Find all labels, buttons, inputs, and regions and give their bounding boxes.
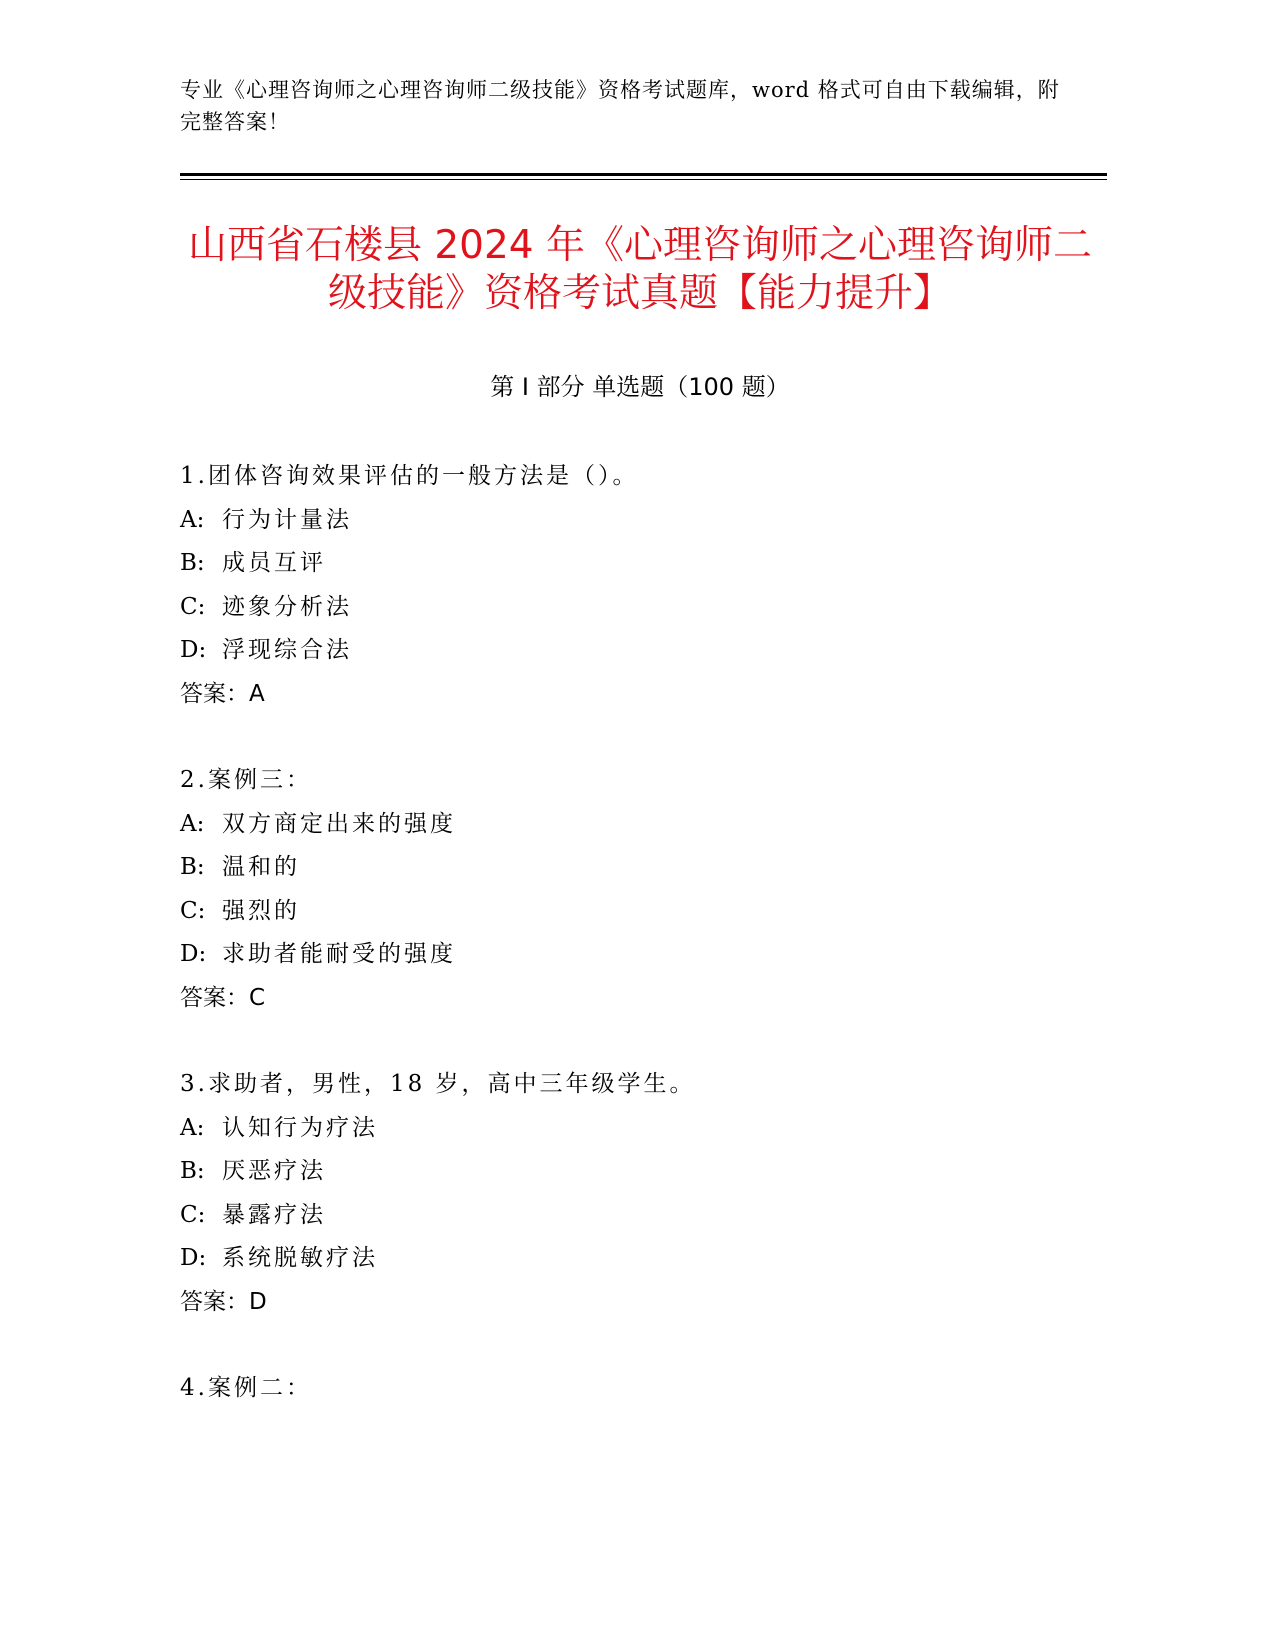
option-key: B: xyxy=(180,1158,205,1184)
document-title: 山西省石楼县 2024 年《心理咨询师之心理咨询师二级技能》资格考试真题【能力提升】 xyxy=(187,223,1093,316)
option-key: D: xyxy=(180,1245,207,1271)
answer: 答案：C xyxy=(180,984,266,1011)
question-1 xyxy=(180,455,1100,716)
option-b xyxy=(180,1150,1100,1194)
header-rule-thin xyxy=(180,179,1107,180)
option-key: C: xyxy=(180,593,206,620)
answer: 答案：D xyxy=(180,1288,267,1315)
option-c xyxy=(180,1194,1100,1238)
option-a xyxy=(180,803,1100,847)
option-text: 迹象分析法 xyxy=(222,593,352,620)
answer: 答案：A xyxy=(180,680,265,707)
option-text: 强烈的 xyxy=(222,897,300,924)
option-text: 求助者能耐受的强度 xyxy=(222,941,456,967)
header-note: 专业《心理咨询师之心理咨询师二级技能》资格考试题库，word 格式可自由下载编辑，附完整答案！ xyxy=(180,78,1060,134)
option-key: A: xyxy=(180,506,205,533)
option-text: 行为计量法 xyxy=(222,506,352,533)
question-list xyxy=(180,455,1100,1454)
option-key: A: xyxy=(180,810,205,837)
option-text: 暴露疗法 xyxy=(222,1201,326,1228)
option-a xyxy=(180,499,1100,543)
question-2 xyxy=(180,759,1100,1020)
option-b xyxy=(180,846,1100,890)
option-d xyxy=(180,933,1100,977)
option-key: D: xyxy=(180,637,207,663)
option-text: 认知行为疗法 xyxy=(222,1114,378,1141)
option-text: 温和的 xyxy=(222,854,300,880)
option-key: C: xyxy=(180,897,206,924)
option-key: B: xyxy=(180,854,205,880)
question-stem: 4.案例二： xyxy=(180,1375,312,1401)
question-stem: 1.团体咨询效果评估的一般方法是（）。 xyxy=(180,463,639,489)
option-text: 浮现综合法 xyxy=(222,637,352,663)
option-key: D: xyxy=(180,941,207,967)
question-stem: 3.求助者，男性，18 岁，高中三年级学生。 xyxy=(180,1071,696,1097)
option-b xyxy=(180,542,1100,586)
option-c xyxy=(180,890,1100,934)
option-d xyxy=(180,1237,1100,1281)
question-stem: 2.案例三： xyxy=(180,767,312,793)
option-key: A: xyxy=(180,1114,205,1141)
option-text: 双方商定出来的强度 xyxy=(222,810,456,837)
question-3 xyxy=(180,1063,1100,1324)
section-heading: 第 I 部分 单选题（100 题） xyxy=(490,373,790,401)
option-text: 厌恶疗法 xyxy=(222,1158,326,1184)
option-d xyxy=(180,629,1100,673)
question-4 xyxy=(180,1367,1100,1411)
header-rule-thick xyxy=(180,173,1107,176)
option-key: B: xyxy=(180,550,205,576)
option-c xyxy=(180,586,1100,630)
option-text: 系统脱敏疗法 xyxy=(222,1245,378,1271)
option-key: C: xyxy=(180,1201,206,1228)
option-a xyxy=(180,1107,1100,1151)
option-text: 成员互评 xyxy=(222,550,326,576)
